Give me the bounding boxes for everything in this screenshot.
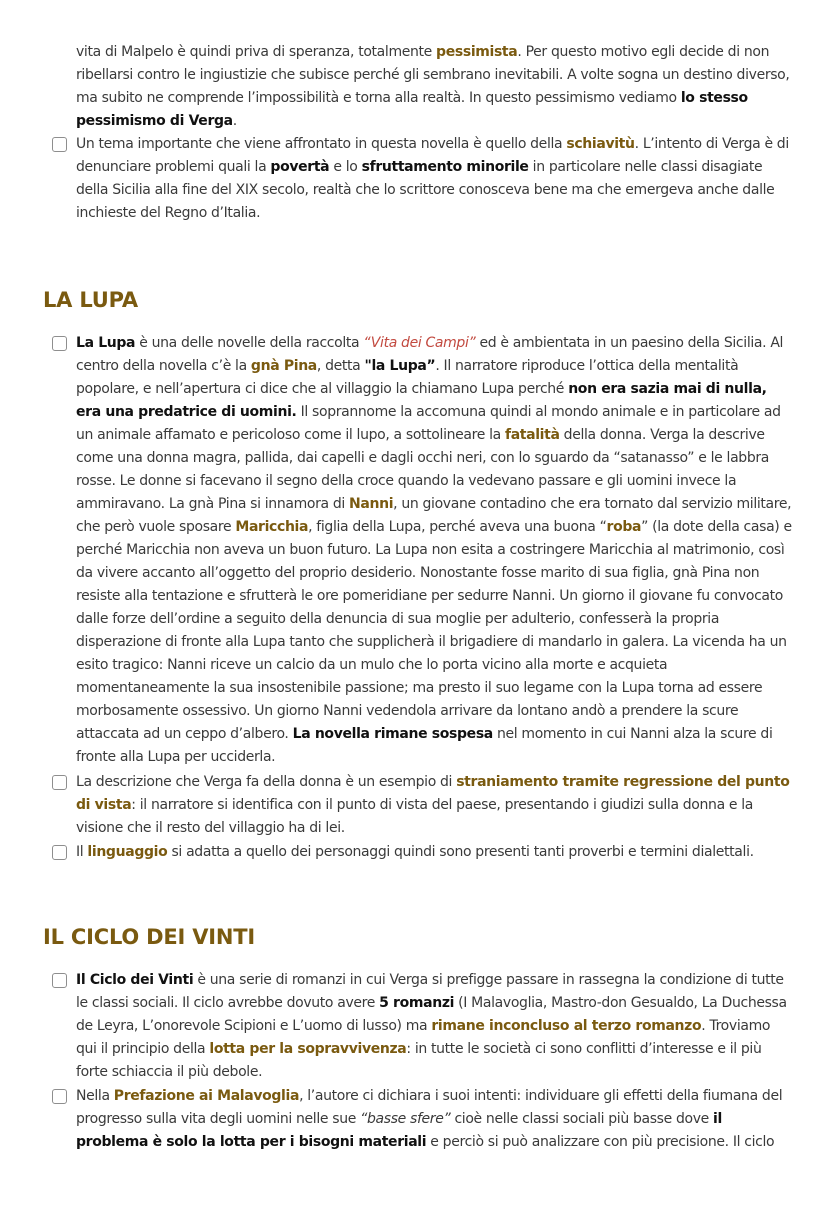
section-heading-la-lupa: LA LUPA [43,288,138,312]
checklist-item-schiavitu [52,133,792,225]
italic-quote: “basse sfere” [360,1111,451,1127]
bold-term: Il Ciclo dei Vinti [76,972,194,988]
text-run: Il [76,844,88,860]
checkbox[interactable] [52,775,67,790]
checkbox[interactable] [52,336,67,351]
bold-term: povertà [270,159,330,175]
highlight-term: straniamento tramite regressione del punto di vista [76,774,790,813]
paragraph-text [76,771,792,840]
italic-title: “Vita dei Campi” [363,335,476,351]
bold-term: La novella rimane sospesa [292,726,493,742]
bold-term: La Lupa [76,335,136,351]
paragraph-text [76,332,792,769]
text-run: , detta [316,358,365,374]
text-run: . Troviamo qui il principio della [76,1018,771,1057]
highlight-term: linguaggio [87,844,168,860]
highlight-term: fatalità [504,427,560,443]
highlight-term: pessimista [436,44,518,60]
bold-term: lo stesso pessimismo di Verga [76,90,748,129]
checkbox[interactable] [52,1089,67,1104]
text-run: e perciò si può analizzare con più precisione. Il ciclo [426,1134,775,1150]
bold-term: 5 romanzi [379,995,455,1011]
highlight-term: rimane inconcluso al terzo romanzo [431,1018,702,1034]
text-run: si adatta a quello dei personaggi quindi sono presenti tanti proverbi e termini dialettali. [167,844,754,860]
checkbox[interactable] [52,845,67,860]
text-run: . [232,113,237,129]
text-run: Un tema importante che viene affrontato in questa novella è quello della [76,136,567,152]
paragraph-text [76,841,792,864]
text-run: , figlia della Lupa, perché aveva una buona “ [308,519,607,535]
bold-term: sfruttamento minorile [361,159,529,175]
text-run: ed è ambientata in un paesino della Sicilia. Al centro della novella c’è la [76,335,784,374]
text-run: , un giovane contadino che era tornato dal servizio militare, che però vuole sposare [76,496,792,535]
text-run: La descrizione che Verga fa della donna è un esempio di [76,774,457,790]
highlight-term: roba [606,519,642,535]
text-run: Il soprannome la accomuna quindi al mondo animale e in particolare ad un animale affamato e pericoloso come il lupo, a sottolineare la [76,404,781,443]
text-run: . Per questo motivo egli decide di non ribellarsi contro le ingiustizie che subisce perché gli sembrano inevitabili. A volte sogna un destino diverso, ma subito ne comprende l’impossibilità e torna alla realtà. In questo pessimismo vediamo [76,44,790,106]
paragraph-text [76,41,792,133]
text-run: nel momento in cui Nanni alza la scure di fronte alla Lupa per ucciderla. [76,726,773,765]
text-run: cioè nelle classi sociali più basse dove [450,1111,714,1127]
checklist-item-ciclo-intro [52,969,792,1084]
section-heading-ciclo-dei-vinti: IL CICLO DEI VINTI [43,925,256,949]
text-run: è una serie di romanzi in cui Verga si prefigge passare in rassegna la condizione di tutte le classi sociali. Il ciclo avrebbe dovuto avere [76,972,784,1011]
checklist-item-la-lupa-intro [52,332,792,769]
bold-term: "la Lupa” [364,358,436,374]
text-run: . Il narratore riproduce l’ottica della mentalità popolare, e nell’apertura ci dice che al villaggio la chiamano Lupa perché [76,358,739,397]
highlight-term: Maricchia [235,519,309,535]
paragraph-malpelo-pessimism [52,41,792,133]
text-run: , l’autore ci dichiara i suoi intenti: individuare gli effetti della fiumana del progresso sulla vita degli uomini nelle sue [76,1088,783,1127]
highlight-term: lotta per la sopravvivenza [209,1041,407,1057]
paragraph-text [76,1085,792,1154]
text-run: . L’intento di Verga è di denunciare problemi quali la [76,136,789,175]
text-run: in particolare nelle classi disagiate della Sicilia alla fine del XIX secolo, realtà che lo scrittore conosceva bene ma che emergeva anche dalle inchieste del Regno d’Italia. [76,159,775,221]
checkbox[interactable] [52,973,67,988]
text-run: ” (la dote della casa) e perché Maricchia non aveva un buon futuro. La Lupa non esita a costringere Maricchia al matrimonio, così da vivere accanto all’oggetto del proprio desiderio. Nonostante fosse marito di sua figlia, gnà Pina non resiste alla tentazione e sfrutterà le ore pomeridiane per sedurre Nanni. Un giorno il giovane fu convocato dalle forze dell’ordine a seguito della denuncia di sua moglie per adulterio, confesserà la propria disperazione di fronte alla Lupa tanto che supplicherà il brigadiere di mandarlo in galera. La vicenda ha un esito tragico: Nanni riceve un calcio da un mulo che lo porta vicino alla morte e acquieta momentaneamente la sua insostenibile passione; ma presto il suo legame con la Lupa torna ad essere morbosamente ossessivo. Un giorno Nanni vedendola arrivare da lontano andò a prendere la scure attaccata ad un ceppo d’albero. [76,519,792,742]
paragraph-text [76,133,792,225]
bold-term: non era sazia mai di nulla, era una predatrice di uomini. [76,381,767,420]
checkbox[interactable] [52,137,67,152]
text-run: (I Malavoglia, Mastro-don Gesualdo, La Duchessa de Leyra, L’onorevole Scipioni e L’uomo di lusso) ma [76,995,787,1034]
paragraph-text [76,969,792,1084]
text-run: della donna. Verga la descrive come una donna magra, pallida, dai capelli e dagli occhi neri, con lo sguardo da “satanasso” e le labbra rosse. Le donne si facevano il segno della croce quando la vedevano passare e gli uomini invece la ammiravano. La gnà Pina si innamora di [76,427,770,512]
text-run: è una delle novelle della raccolta [135,335,364,351]
highlight-term: schiavitù [566,136,635,152]
highlight-term: Prefazione ai Malavoglia [113,1088,300,1104]
highlight-term: gnà Pina [250,358,317,374]
checklist-item-linguaggio [52,841,792,864]
checklist-item-straniamento [52,771,792,840]
text-run: Nella [76,1088,114,1104]
text-run: e lo [329,159,362,175]
bold-term: il problema è solo la lotta per i bisogni materiali [76,1111,722,1150]
highlight-term: Nanni [349,496,394,512]
text-run: : in tutte le società ci sono conflitti d’interesse e il più forte schiaccia il più debole. [76,1041,762,1080]
text-run: vita di Malpelo è quindi priva di speranza, totalmente [76,44,437,60]
checklist-item-prefazione [52,1085,792,1154]
text-run: : il narratore si identifica con il punto di vista del paese, presentando i giudizi sulla donna e la visione che il resto del villaggio ha di lei. [76,797,754,836]
